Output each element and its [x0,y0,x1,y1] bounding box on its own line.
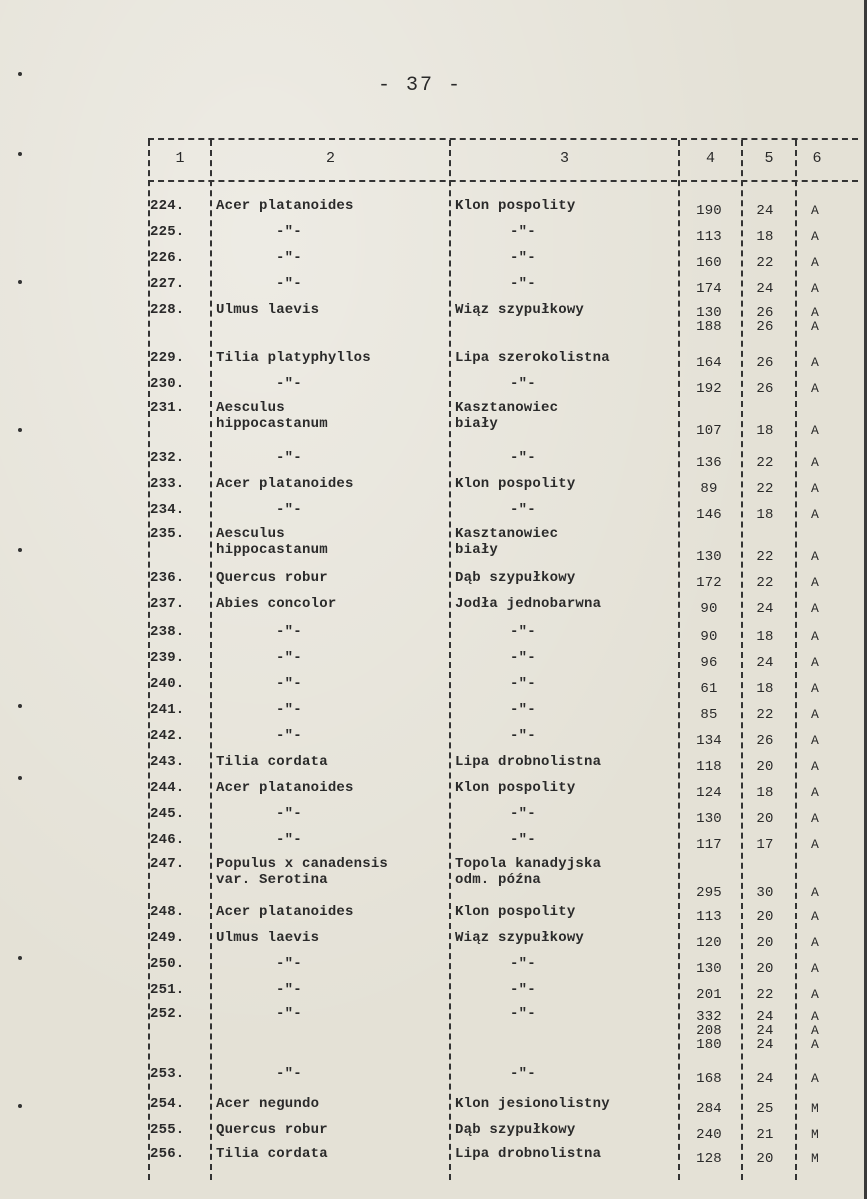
polish-name: Klon jesionolistny [455,1096,610,1112]
latin-name: -"- [276,676,302,692]
value-col6: A [810,961,819,976]
latin-name: -"- [276,956,302,972]
punch-hole [18,280,22,284]
value-col4: 240 [696,1127,722,1143]
row-number: 235. [150,526,185,542]
polish-name: Klon pospolity [455,780,576,796]
value-col5: 18 [756,629,774,645]
value-col6: A [810,837,819,852]
row-number: 246. [150,832,185,848]
value-col6: A A A [810,1009,819,1052]
value-col6: A [810,575,819,590]
polish-name: Lipa drobnolistna [455,1146,602,1162]
value-col5: 26 [756,733,774,749]
value-col5: 24 [756,281,774,297]
polish-name: -"- [510,806,536,822]
value-col4: 113 [696,229,722,245]
polish-name: -"- [510,276,536,292]
value-col6: A [810,355,819,370]
value-col6: M [810,1151,819,1166]
row-number: 239. [150,650,185,666]
latin-name: -"- [276,1066,302,1082]
value-col4: 284 [696,1101,722,1117]
punch-hole [18,1104,22,1108]
latin-name: -"- [276,276,302,292]
value-col5: 22 [756,455,774,471]
value-col4: 96 [700,655,718,671]
value-col5: 22 [756,481,774,497]
latin-name: Abies concolor [216,596,337,612]
value-col5: 30 [756,885,774,901]
polish-name: Wiąz szypułkowy [455,930,585,946]
latin-name: Tilia cordata [216,1146,328,1162]
row-number: 226. [150,250,185,266]
latin-name: -"- [276,728,302,744]
value-col6: A [810,987,819,1002]
latin-name: -"- [276,650,302,666]
value-col6: A A [810,305,819,334]
value-col4: 172 [696,575,722,591]
value-col6: A [810,885,819,900]
punch-hole [18,776,22,780]
value-col6: A [810,1071,819,1086]
row-number: 252. [150,1006,185,1022]
polish-name: Dąb szypułkowy [455,1122,576,1138]
table-top-rule [148,138,858,140]
value-col5: 18 [756,229,774,245]
latin-name: Aesculus hippocastanum [216,526,328,558]
value-col5: 26 [756,355,774,371]
row-number: 232. [150,450,185,466]
value-col4: 117 [696,837,722,853]
value-col4: 146 [696,507,722,523]
value-col4: 174 [696,281,722,297]
value-col6: A [810,707,819,722]
column-header: 5 [764,150,774,167]
value-col5: 20 [756,961,774,977]
value-col6: A [810,255,819,270]
value-col4: 124 [696,785,722,801]
polish-name: -"- [510,832,536,848]
polish-name: Dąb szypułkowy [455,570,576,586]
value-col4: 130 [696,961,722,977]
value-col6: A [810,381,819,396]
value-col6: A [810,655,819,670]
value-col4: 136 [696,455,722,471]
value-col5: 22 [756,575,774,591]
latin-name: -"- [276,376,302,392]
column-header: 6 [812,150,822,167]
row-number: 250. [150,956,185,972]
latin-name: -"- [276,450,302,466]
latin-name: Tilia cordata [216,754,328,770]
value-col4: 90 [700,601,718,617]
value-col5: 20 [756,759,774,775]
latin-name: Acer platanoides [216,476,354,492]
row-number: 236. [150,570,185,586]
row-number: 233. [150,476,185,492]
column-header: 1 [175,150,185,167]
value-col4: 61 [700,681,718,697]
value-col4: 89 [700,481,718,497]
polish-name: Wiąz szypułkowy [455,302,585,318]
value-col5: 17 [756,837,774,853]
column-rule [210,140,212,1180]
latin-name: -"- [276,250,302,266]
row-number: 230. [150,376,185,392]
value-col4: 190 [696,203,722,219]
value-col5: 18 [756,507,774,523]
row-number: 225. [150,224,185,240]
latin-name: Ulmus laevis [216,930,320,946]
value-col5: 20 [756,909,774,925]
latin-name: Aesculus hippocastanum [216,400,328,432]
latin-name: Acer negundo [216,1096,320,1112]
row-number: 248. [150,904,185,920]
value-col6: A [810,759,819,774]
value-col6: A [810,681,819,696]
table-header-rule [148,180,858,182]
value-col6: A [810,423,819,438]
row-number: 254. [150,1096,185,1112]
value-col4: 201 [696,987,722,1003]
value-col6: A [810,785,819,800]
value-col5: 26 [756,381,774,397]
value-col5: 20 [756,1151,774,1167]
polish-name: -"- [510,728,536,744]
latin-name: Acer platanoides [216,904,354,920]
value-col4: 120 [696,935,722,951]
row-number: 228. [150,302,185,318]
value-col5: 18 [756,681,774,697]
value-col6: A [810,203,819,218]
row-number: 240. [150,676,185,692]
polish-name: -"- [510,956,536,972]
polish-name: Klon pospolity [455,476,576,492]
polish-name: Topola kanadyjska odm. późna [455,856,602,888]
value-col6: A [810,909,819,924]
row-number: 255. [150,1122,185,1138]
value-col4: 192 [696,381,722,397]
punch-hole [18,72,22,76]
value-col5: 22 [756,549,774,565]
value-col6: A [810,481,819,496]
latin-name: Ulmus laevis [216,302,320,318]
value-col4: 113 [696,909,722,925]
value-col4: 107 [696,423,722,439]
polish-name: -"- [510,676,536,692]
value-col6: A [810,229,819,244]
row-number: 244. [150,780,185,796]
value-col4: 85 [700,707,718,723]
value-col6: M [810,1101,819,1116]
column-header: 4 [705,150,715,167]
value-col6: M [810,1127,819,1142]
latin-name: -"- [276,832,302,848]
value-col6: A [810,549,819,564]
latin-name: -"- [276,624,302,640]
value-col6: A [810,629,819,644]
page-number: - 37 - [377,74,462,97]
polish-name: -"- [510,650,536,666]
value-col4: 168 [696,1071,722,1087]
row-number: 234. [150,502,185,518]
row-number: 237. [150,596,185,612]
punch-hole [18,428,22,432]
value-col5: 24 [756,601,774,617]
value-col5: 25 [756,1101,774,1117]
value-col5: 24 24 24 [756,1009,774,1053]
polish-name: -"- [510,702,536,718]
value-col5: 22 [756,987,774,1003]
polish-name: Jodła jednobarwna [455,596,602,612]
value-col5: 20 [756,935,774,951]
polish-name: Lipa szerokolistna [455,350,610,366]
value-col6: A [810,733,819,748]
column-header: 3 [559,150,569,167]
row-number: 247. [150,856,185,872]
latin-name: Tilia platyphyllos [216,350,371,366]
polish-name: -"- [510,450,536,466]
polish-name: Klon pospolity [455,198,576,214]
value-col4: 128 [696,1151,722,1167]
latin-name: Acer platanoides [216,780,354,796]
row-number: 251. [150,982,185,998]
punch-hole [18,704,22,708]
latin-name: Acer platanoides [216,198,354,214]
row-number: 229. [150,350,185,366]
value-col5: 22 [756,707,774,723]
latin-name: -"- [276,224,302,240]
value-col4: 130 [696,811,722,827]
value-col5: 26 26 [756,305,774,335]
column-rule [741,140,743,1180]
value-col6: A [810,507,819,522]
row-number: 245. [150,806,185,822]
value-col5: 22 [756,255,774,271]
row-number: 224. [150,198,185,214]
polish-name: -"- [510,1066,536,1082]
row-number: 238. [150,624,185,640]
value-col6: A [810,281,819,296]
latin-name: -"- [276,702,302,718]
value-col5: 18 [756,423,774,439]
value-col4: 332 208 180 [696,1009,722,1053]
polish-name: -"- [510,982,536,998]
polish-name: -"- [510,376,536,392]
punch-hole [18,548,22,552]
polish-name: -"- [510,624,536,640]
polish-name: -"- [510,502,536,518]
row-number: 243. [150,754,185,770]
value-col4: 160 [696,255,722,271]
value-col4: 130 188 [696,305,722,335]
value-col4: 130 [696,549,722,565]
polish-name: -"- [510,224,536,240]
latin-name: -"- [276,502,302,518]
row-number: 227. [150,276,185,292]
polish-name: Kasztanowiec biały [455,400,559,432]
row-number: 231. [150,400,185,416]
punch-hole [18,956,22,960]
polish-name: -"- [510,1006,536,1022]
value-col4: 164 [696,355,722,371]
value-col4: 118 [696,759,722,775]
latin-name: -"- [276,982,302,998]
polish-name: -"- [510,250,536,266]
row-number: 253. [150,1066,185,1082]
polish-name: Klon pospolity [455,904,576,920]
row-number: 249. [150,930,185,946]
row-number: 256. [150,1146,185,1162]
value-col5: 24 [756,655,774,671]
column-rule [795,140,797,1180]
value-col5: 24 [756,203,774,219]
punch-hole [18,152,22,156]
value-col6: A [810,455,819,470]
value-col6: A [810,601,819,616]
value-col6: A [810,811,819,826]
value-col6: A [810,935,819,950]
row-number: 242. [150,728,185,744]
value-col5: 18 [756,785,774,801]
row-number: 241. [150,702,185,718]
value-col5: 21 [756,1127,774,1143]
value-col4: 295 [696,885,722,901]
latin-name: Quercus robur [216,570,328,586]
value-col5: 20 [756,811,774,827]
column-header: 2 [325,150,335,167]
latin-name: -"- [276,1006,302,1022]
value-col5: 24 [756,1071,774,1087]
polish-name: Lipa drobnolistna [455,754,602,770]
latin-name: Quercus robur [216,1122,328,1138]
value-col4: 134 [696,733,722,749]
latin-name: -"- [276,806,302,822]
value-col4: 90 [700,629,718,645]
latin-name: Populus x canadensis var. Serotina [216,856,389,888]
polish-name: Kasztanowiec biały [455,526,559,558]
